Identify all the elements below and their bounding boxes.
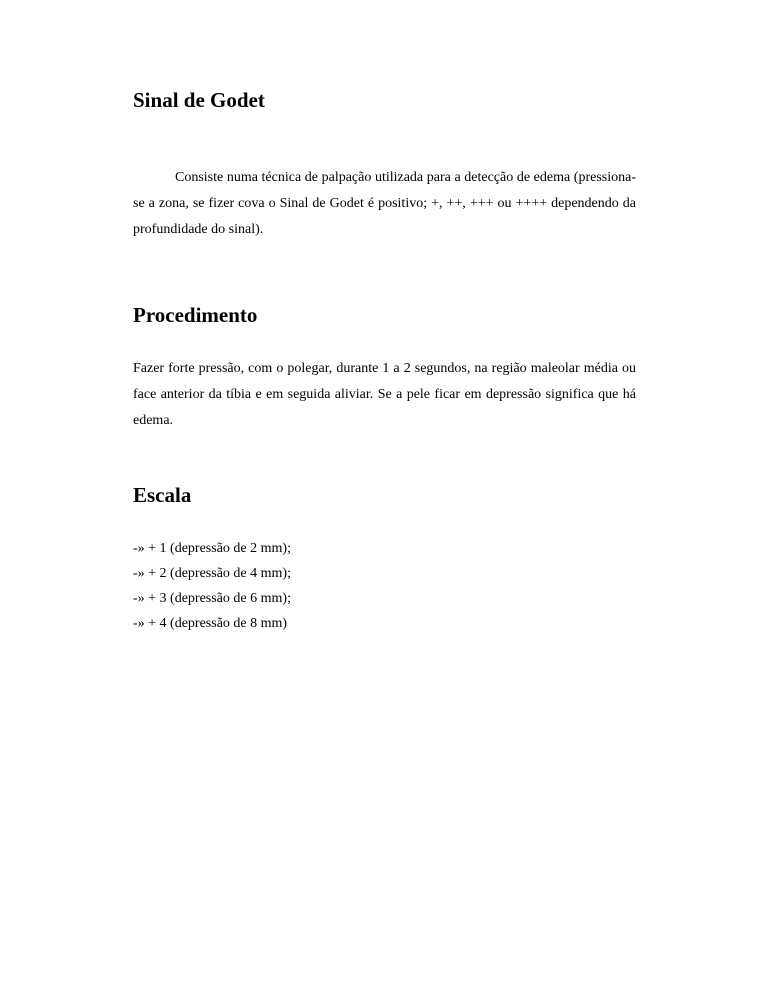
scale-item: -» + 3 (depressão de 6 mm); [133,591,291,606]
scale-list [133,536,291,636]
document-title: Sinal de Godet [133,88,265,112]
intro-paragraph: Consiste numa técnica de palpação utilizada para a detecção de edema (pressiona-se a zona, se fizer cova o Sinal de Godet é positivo; +, ++, +++ ou ++++ dependendo da profundidade do sinal). [133,170,636,237]
scale-item: -» + 2 (depressão de 4 mm); [133,566,291,581]
procedure-heading: Procedimento [133,303,258,327]
scale-item: -» + 1 (depressão de 2 mm); [133,541,291,556]
scale-item: -» + 4 (depressão de 8 mm) [133,616,288,631]
procedure-paragraph: Fazer forte pressão, com o polegar, durante 1 a 2 segundos, na região maleolar média ou face anterior da tíbia e em seguida aliviar. Se a pele ficar em depressão significa que há edema. [133,361,636,428]
scale-heading: Escala [133,483,192,507]
